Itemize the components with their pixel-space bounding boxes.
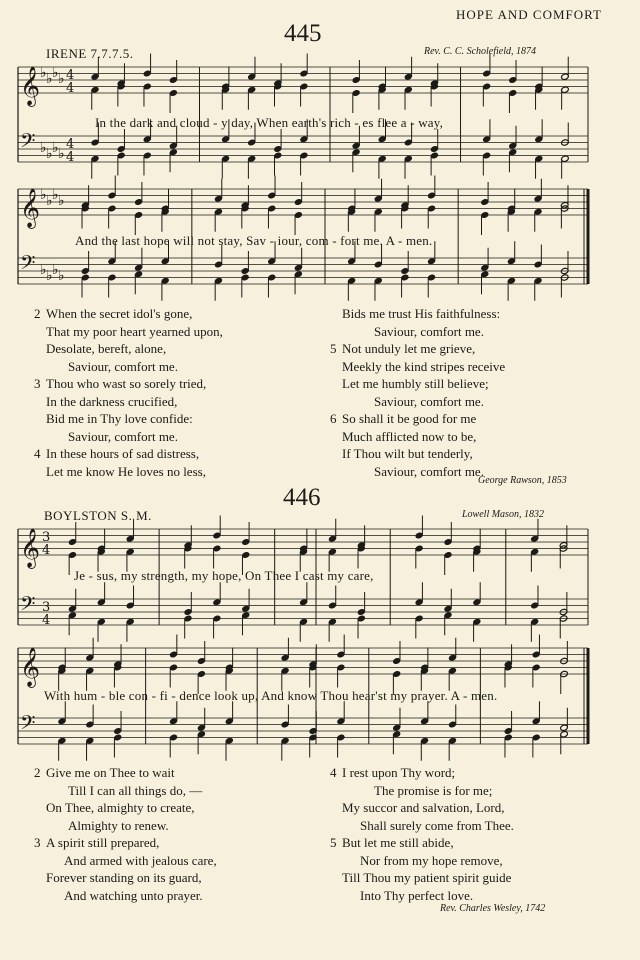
time-signature-bottom: 4: [42, 543, 51, 558]
verses-445-left: [34, 305, 334, 480]
treble-clef-icon: 𝄞: [20, 528, 41, 568]
bass-clef-icon: 𝄢: [20, 592, 36, 620]
flat-icon: ♭: [40, 140, 47, 156]
author-credit-445: Rev. C. C. Scholefield, 1874: [424, 46, 537, 57]
hymn-number-445: 445: [284, 20, 322, 47]
hymn-number-446: 446: [283, 484, 321, 511]
treble-clef-icon: 𝄞: [20, 647, 41, 687]
flat-icon: ♭: [40, 187, 47, 203]
flat-icon: ♭: [58, 193, 65, 209]
lyric-446-system-1: Je - sus, my strength, my hope, On Thee I cast my care,: [74, 568, 374, 583]
flat-icon: ♭: [58, 146, 65, 162]
lyric-445-system-2: And the last hope will not stay, Sav - iour, com - fort me. A - men.: [75, 233, 433, 248]
lyric-445-system-1: In the dark and cloud - y day, When earth's rich - es flee a - way,: [95, 115, 444, 130]
bass-clef-icon: 𝄢: [20, 711, 36, 739]
verse-445-4: 4 In these hours of sad distress, Let me know He loves no less,: [34, 446, 206, 479]
composer-credit-446: Lowell Mason, 1832: [462, 509, 544, 520]
flat-icon: ♭: [40, 262, 47, 278]
flat-icon: ♭: [46, 193, 53, 209]
time-signature-top: 3: [42, 600, 51, 615]
flat-icon: ♭: [58, 268, 65, 284]
bass-clef-icon: 𝄢: [20, 251, 36, 279]
flat-icon: ♭: [46, 71, 53, 87]
time-signature-top: 4: [66, 137, 75, 152]
flat-icon: ♭: [52, 262, 59, 278]
time-signature-top: 3: [42, 530, 51, 545]
time-signature-bottom: 4: [42, 613, 51, 628]
text-credit-445: George Rawson, 1853: [478, 475, 567, 486]
verses-446-left: [34, 764, 334, 904]
bass-clef-icon: 𝄢: [20, 129, 36, 157]
time-signature-bottom: 4: [66, 81, 75, 96]
verse-446-5: 5 But let me still abide, Nor from my hope remove, Till Thou my patient spirit guide Into Thy perfect love.: [330, 835, 512, 903]
time-signature-top: 4: [66, 68, 75, 83]
verse-446-2: 2 Give me on Thee to wait Till I can all things do, — On Thee, almighty to create, Almighty to renew.: [34, 765, 203, 833]
verses-445-right: [330, 305, 610, 480]
verse-445-6: 6 So shall it be good for me Much afflicted now to be, If Thou wilt but tenderly, Saviour, comfort me.: [330, 411, 484, 479]
time-signature-bottom: 4: [66, 150, 75, 165]
flat-icon: ♭: [58, 71, 65, 87]
tune-name-445: IRENE 7.7.7.5.: [46, 46, 134, 61]
flat-icon: ♭: [52, 187, 59, 203]
tune-name-446: BOYLSTON S. M.: [44, 508, 152, 523]
verse-445-5: 5 Not unduly let me grieve, Meekly the kind stripes receive Let me humbly still believe; Saviour, comfort me.: [330, 341, 506, 409]
section-header: HOPE AND COMFORT: [456, 7, 602, 22]
flat-icon: ♭: [52, 140, 59, 156]
verse-446-3: 3 A spirit still prepared, And armed with jealous care, Forever standing on its guard, And watching unto prayer.: [34, 835, 217, 903]
verse-445-2: 2 When the secret idol's gone, That my poor heart yearned upon, Desolate, bereft, alone, Saviour, comfort me.: [34, 306, 223, 374]
treble-clef-icon: 𝄞: [20, 188, 41, 228]
verse-446-4: 4 I rest upon Thy word; The promise is for me; My succor and salvation, Lord, Shall surely come from Thee.: [330, 765, 514, 833]
flat-icon: ♭: [46, 146, 53, 162]
verses-446-right: [330, 764, 610, 904]
verse-445-4-continued: Bids me trust His faithfulness: Saviour, comfort me.: [342, 306, 501, 339]
flat-icon: ♭: [52, 65, 59, 81]
treble-clef-icon: 𝄞: [20, 66, 41, 106]
text-credit-446: Rev. Charles Wesley, 1742: [440, 903, 546, 914]
flat-icon: ♭: [46, 268, 53, 284]
flat-icon: ♭: [40, 65, 47, 81]
verse-445-3: 3 Thou who wast so sorely tried, In the darkness crucified, Bid me in Thy love confide: Saviour, comfort me.: [34, 376, 207, 444]
lyric-446-system-2: With hum - ble con - fi - dence look up, And know Thou hear'st my prayer. A - men.: [44, 688, 498, 703]
